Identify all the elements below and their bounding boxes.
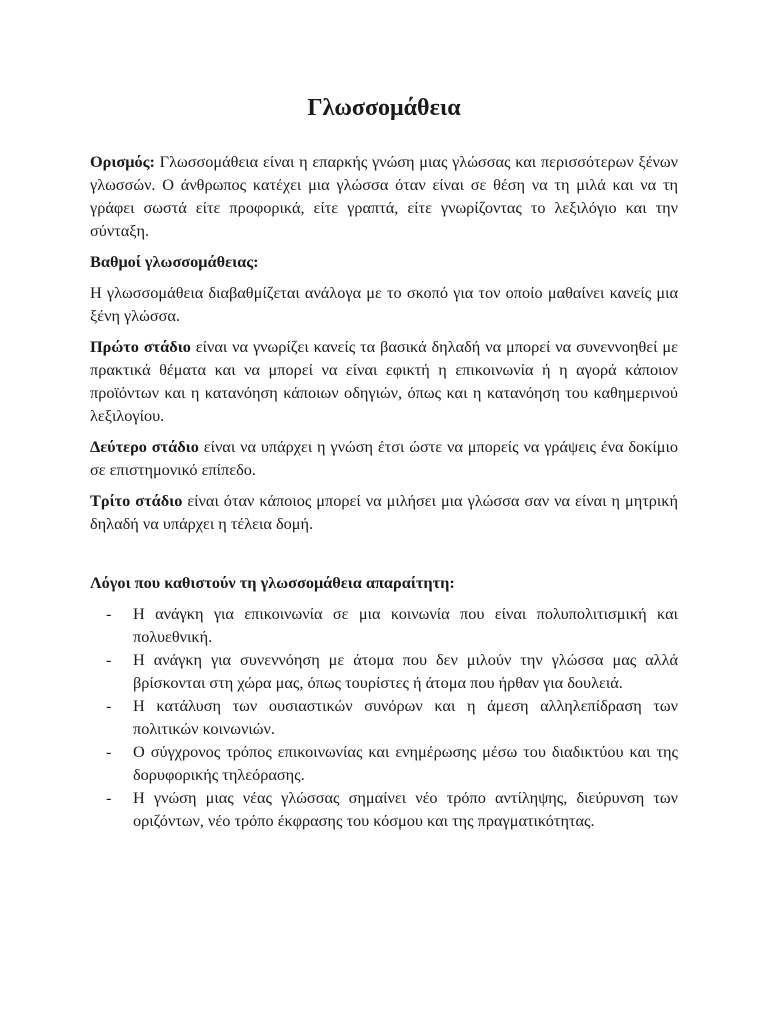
list-item-text: Η κατάλυση των ουσιαστικών συνόρων και η άμεση αλληλεπίδραση των πολιτικών κοινωνιών. — [133, 696, 678, 738]
list-item — [106, 786, 678, 832]
list-item — [106, 648, 678, 694]
dash-bullet: - — [106, 650, 112, 669]
list-item-text: Η γνώση μιας νέας γλώσσας σημαίνει νέο τρόπο αντίληψης, διεύρυνση των οριζόντων, νέο τρόπο έκφρασης του κόσμου και της πραγματικότητας. — [133, 788, 678, 830]
list-item-text: Η ανάγκη για συνεννόηση με άτομα που δεν μιλούν την γλώσσα μας αλλά βρίσκονται στη χώρα μας, όπως τουρίστες ή άτομα που ήρθαν για δουλειά. — [133, 650, 678, 692]
stage-paragraph-2 — [90, 435, 678, 481]
dash-bullet: - — [106, 696, 112, 715]
stage-text: είναι να υπάρχει η γνώση έτσι ώστε να μπορείς να γράψεις ένα δοκίμιο σε επιστημονικό επίπεδο. — [90, 437, 678, 479]
document-title: Γλωσσομάθεια — [307, 95, 461, 121]
reasons-list — [90, 602, 678, 832]
list-item — [106, 602, 678, 648]
section-spacer — [90, 543, 678, 571]
list-item — [106, 694, 678, 740]
stage-label: Δεύτερο στάδιο — [90, 437, 199, 456]
stage-text: είναι όταν κάποιος μπορεί να μιλήσει μια γλώσσα σαν να είναι η μητρική δηλαδή να υπάρχει η τέλεια δομή. — [90, 491, 678, 533]
reasons-heading: Λόγοι που καθιστούν τη γλωσσομάθεια απαραίτητη: — [90, 573, 455, 592]
list-item-text: Ο σύγχρονος τρόπος επικοινωνίας και ενημέρωσης μέσω του διαδικτύου και της δορυφορικής τηλεόρασης. — [133, 742, 678, 784]
levels-heading: Βαθμοί γλωσσομάθειας: — [90, 252, 259, 271]
definition-text: Γλωσσομάθεια είναι η επαρκής γνώση μιας γλώσσας και περισσότερων ξένων γλωσσών. Ο άνθρωπος κατέχει μια γλώσσα όταν είναι σε θέση να τη μιλά και να τη γράφει σωστά είτε προφορικά, είτε γραπτά, είτε γνωρίζοντας το λεξιλόγιο και την σύνταξη. — [90, 152, 678, 240]
stage-label: Τρίτο στάδιο — [90, 491, 183, 510]
stage-text: είναι να γνωρίζει κανείς τα βασικά δηλαδή να μπορεί να συνεννοηθεί με πρακτικά θέματα και να μπορεί να είναι εφικτή η επικοινωνία ή η αγορά κάποιον προϊόντων και η κατανόηση κάποιων οδηγιών, όπως και η κατανόηση του καθημερινού λεξιλογίου. — [90, 337, 678, 425]
dash-bullet: - — [106, 742, 112, 761]
stage-label: Πρώτο στάδιο — [90, 337, 191, 356]
definition-paragraph — [90, 150, 678, 242]
stage-paragraph-1 — [90, 335, 678, 427]
stage-paragraph-3 — [90, 489, 678, 535]
list-item — [106, 740, 678, 786]
definition-label: Ορισμός: — [90, 152, 155, 171]
dash-bullet: - — [106, 788, 112, 807]
list-item-text: Η ανάγκη για επικοινωνία σε μια κοινωνία που είναι πολυπολιτισμική και πολυεθνική. — [133, 604, 678, 646]
levels-intro: Η γλωσσομάθεια διαβαθμίζεται ανάλογα με το σκοπό για τον οποίο μαθαίνει κανείς μια ξένη γλώσσα. — [90, 283, 678, 325]
dash-bullet: - — [106, 604, 112, 623]
